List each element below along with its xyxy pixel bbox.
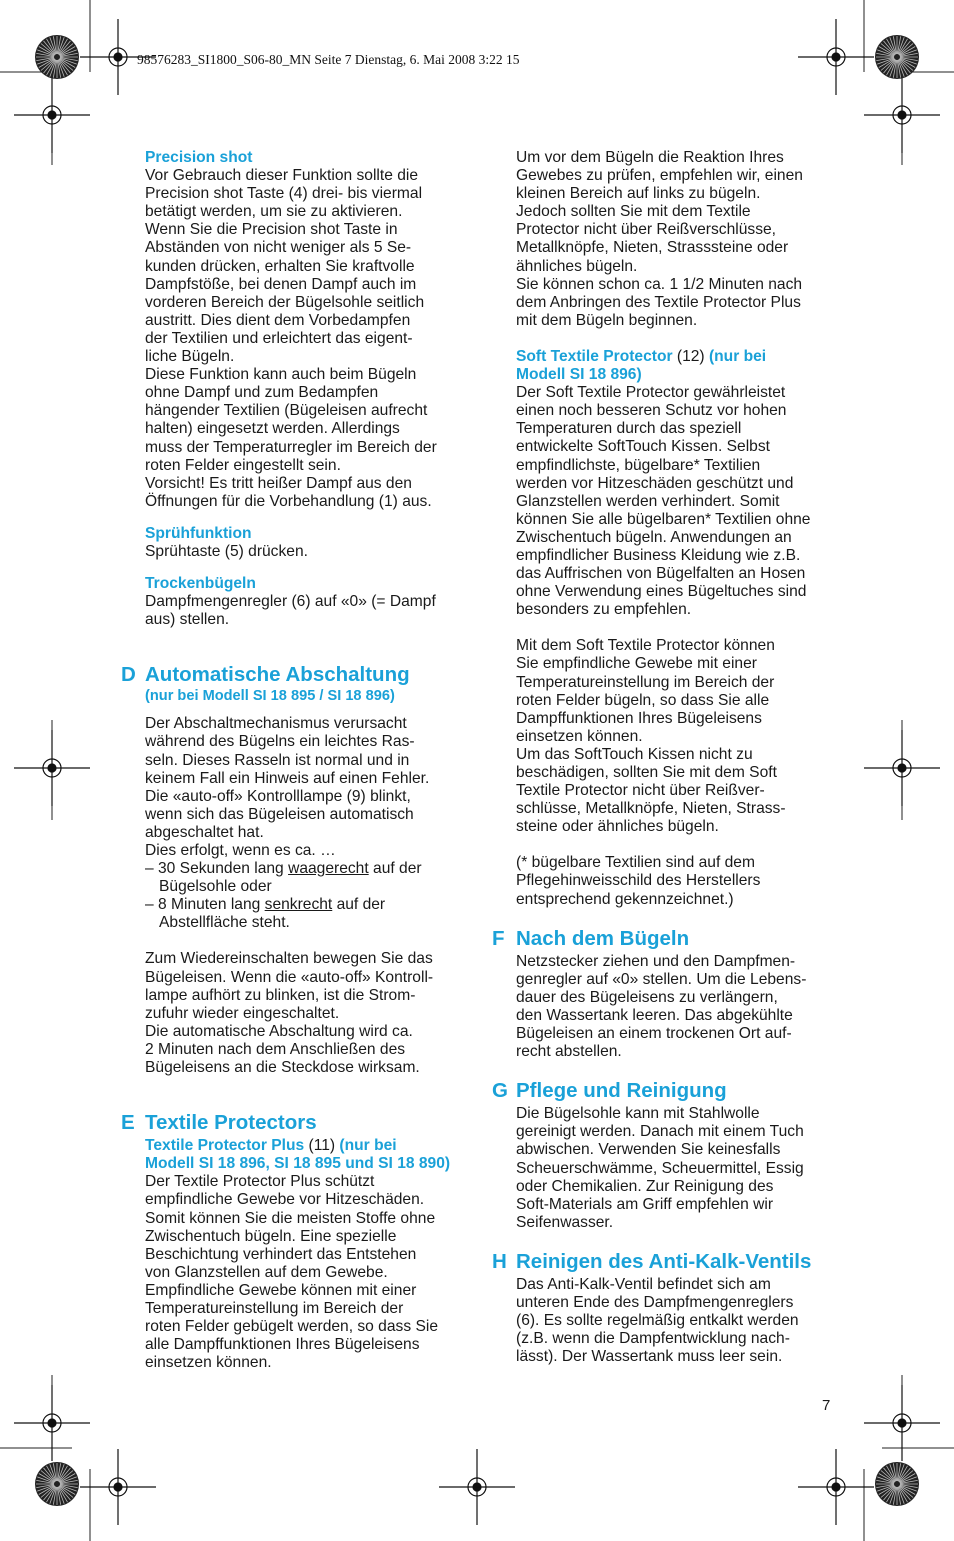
color-wheel-spoke bbox=[60, 1477, 77, 1483]
color-wheel-spoke bbox=[37, 58, 54, 64]
color-wheel-spoke bbox=[47, 1487, 56, 1503]
color-wheel-spoke bbox=[60, 53, 78, 56]
soft-p1: Der Soft Textile Protector gewährleistet einen noch besseren Schutz vor hohen Temperaturen durch das speziell entwickelte SoftTouch Kissen. Selbst empfindlichste, bügelbare* Textilien werden vor Hitzeschäden geschützt und Glanzstellen werden verhindert. Somit können Sie alle bügelbaren* Textilien ohne Zwischentuch bügeln. Anwendungen an empfindlicher Business Kleidung wie z.B. das Auffrischen von Bügelfalten an Hosen ohne Verwendung eines Bügeltuches sind besonders zu empfehlen. bbox=[516, 384, 811, 619]
color-wheel-spoke bbox=[50, 1464, 56, 1481]
color-wheel-spoke bbox=[900, 1486, 916, 1495]
color-wheel-spoke bbox=[887, 1487, 896, 1503]
registration-mark bbox=[109, 1478, 127, 1496]
registration-mark-dot bbox=[48, 764, 56, 772]
color-wheel-spoke bbox=[900, 1480, 918, 1483]
color-wheel-spoke bbox=[879, 1474, 895, 1483]
color-wheel-spoke bbox=[59, 1486, 71, 1500]
color-wheel-spoke bbox=[884, 59, 896, 73]
registration-mark-dot bbox=[114, 1483, 122, 1491]
dry-ironing-heading: Trockenbügeln bbox=[145, 575, 256, 593]
color-wheel-spoke bbox=[60, 1486, 76, 1495]
color-wheel-spoke bbox=[58, 1487, 64, 1504]
registration-mark-dot bbox=[898, 764, 906, 772]
color-wheel-spoke bbox=[900, 1474, 916, 1483]
color-wheel-spoke bbox=[877, 1485, 894, 1491]
section-d-item1: – 30 Sekunden lang waagerecht auf der Bügelsohle oder bbox=[145, 860, 422, 896]
section-f-letter: F bbox=[492, 926, 505, 950]
color-wheel-spoke bbox=[879, 47, 895, 56]
registration-mark-dot bbox=[832, 1483, 840, 1491]
color-wheel-spoke bbox=[50, 1487, 56, 1504]
color-wheel-spoke bbox=[881, 59, 895, 71]
registration-mark bbox=[827, 1478, 845, 1496]
section-h-title: Reinigen des Anti-Kalk-Ventils bbox=[516, 1249, 812, 1273]
color-wheel-spoke bbox=[59, 1486, 73, 1498]
registration-mark-dot bbox=[832, 53, 840, 61]
color-wheel-spoke bbox=[58, 1464, 64, 1481]
color-wheel-spoke bbox=[60, 59, 76, 68]
registration-mark bbox=[43, 106, 61, 124]
color-wheel-spoke bbox=[898, 1463, 901, 1481]
registration-mark-dot bbox=[48, 111, 56, 119]
color-wheel-spoke bbox=[59, 41, 71, 55]
right-column bbox=[492, 149, 836, 1366]
color-wheel-spoke bbox=[44, 59, 56, 73]
color-wheel-spoke bbox=[884, 1468, 896, 1482]
color-wheel-spoke bbox=[59, 1466, 68, 1482]
color-wheel-spoke bbox=[37, 1485, 54, 1491]
registration-mark-dot bbox=[473, 1483, 481, 1491]
color-wheel-spoke bbox=[36, 58, 54, 61]
spray-text: Sprühtaste (5) drücken. bbox=[145, 542, 308, 560]
right-p2: Sie können schon ca. 1 1/2 Minuten nach dem Anbringen des Textile Protector Plus mit dem Bügeln beginnen. bbox=[516, 275, 803, 329]
section-f-text: Netzstecker ziehen und den Dampfmen- genregler auf «0» stellen. Um die Lebens- dauer des Bügeleisens zu verlängern, den Wassertank leeren. Das abgekühlte Bügeleisen an einem trockenen Ort auf- recht abstellen. bbox=[516, 952, 807, 1061]
color-wheel-spoke bbox=[41, 1486, 55, 1498]
color-wheel-spoke bbox=[59, 59, 73, 71]
color-wheel-spoke bbox=[53, 1487, 56, 1505]
color-wheel-spoke bbox=[53, 60, 56, 78]
color-wheel-spoke bbox=[60, 58, 78, 61]
registration-mark bbox=[893, 1414, 911, 1432]
color-wheel-spoke bbox=[899, 41, 911, 55]
color-wheel-spoke bbox=[59, 1487, 68, 1503]
section-h-letter: H bbox=[492, 1249, 507, 1273]
color-wheel-spoke bbox=[900, 58, 917, 64]
color-wheel-spoke bbox=[899, 1486, 911, 1500]
color-wheel-spoke bbox=[898, 60, 901, 78]
color-wheel-spoke bbox=[899, 1468, 911, 1482]
color-wheel-spoke bbox=[879, 1486, 895, 1495]
section-g-letter: G bbox=[492, 1079, 508, 1103]
color-wheel-spoke bbox=[39, 47, 55, 56]
color-wheel-spoke bbox=[60, 1480, 78, 1483]
section-g-heading bbox=[492, 1079, 836, 1103]
textile-protector-plus-note: Modell SI 18 896, SI 18 895 und SI 18 890) bbox=[145, 1155, 451, 1173]
registration-mark bbox=[893, 106, 911, 124]
left-column bbox=[121, 149, 465, 1372]
color-wheel-spoke bbox=[60, 1474, 76, 1483]
color-wheel-spoke bbox=[900, 47, 916, 56]
color-wheel-spoke bbox=[898, 37, 904, 54]
registration-mark-dot bbox=[48, 1419, 56, 1427]
registration-mark bbox=[43, 759, 61, 777]
color-wheel-spoke bbox=[59, 1468, 71, 1482]
color-wheel-spoke bbox=[877, 58, 894, 64]
color-wheel-spoke bbox=[877, 1477, 894, 1483]
color-wheel-spoke bbox=[884, 1486, 896, 1500]
color-wheel-spoke bbox=[36, 53, 54, 56]
section-e-letter: E bbox=[121, 1111, 135, 1135]
color-wheel-spoke bbox=[881, 1486, 895, 1498]
color-wheel-spoke bbox=[36, 1480, 54, 1483]
print-header: 98576283_SI1800_S06-80_MN Seite 7 Dienstag, 6. Mai 2008 3:22 15 bbox=[137, 52, 520, 67]
section-d-item2: – 8 Minuten lang senkrecht auf der Abstellfläche steht. bbox=[145, 896, 386, 932]
color-wheel-spoke bbox=[876, 1480, 894, 1483]
right-p1: Um vor dem Bügeln die Reaktion Ihres Gewebes zu prüfen, empfehlen wir, einen kleinen Bereich auf links zu bügeln. Jedoch sollten Sie mit dem Textile Protector nicht über Reißverschlüsse, Metallknöpfe, Nieten, Strasssteine oder ähnliches bügeln. bbox=[516, 149, 803, 275]
color-wheel-spoke bbox=[60, 1485, 77, 1491]
color-wheel-spoke bbox=[887, 1466, 896, 1482]
color-wheel-mark bbox=[875, 1462, 919, 1506]
section-h-text: Das Anti-Kalk-Ventil befindet sich am unteren Ende des Dampfmengenreglers (6). Es sollte regelmäßig entkalkt werden (z.B. wenn die Dampfentwicklung nach- lässt). Der Wassertank muss leer sein. bbox=[516, 1275, 799, 1366]
section-d-p3: Zum Wiedereinschalten bewegen Sie das Bügeleisen. Wenn die «auto-off» Kontroll- lampe aufhört zu blinken, ist die Strom- zufuhr wieder eingeschaltet. bbox=[145, 950, 434, 1022]
color-wheel-spoke bbox=[58, 60, 61, 78]
section-f-title: Nach dem Bügeln bbox=[516, 926, 690, 950]
color-wheel-spoke bbox=[884, 41, 896, 55]
color-wheel-spoke bbox=[900, 53, 918, 56]
section-d-heading bbox=[121, 663, 465, 687]
color-wheel-spoke bbox=[44, 1486, 56, 1500]
precision-shot-p3: Vorsicht! Es tritt heißer Dampf aus den Öffnungen für die Vorbehandlung (1) aus. bbox=[145, 474, 432, 510]
color-wheel-spoke bbox=[900, 58, 918, 61]
color-wheel-spoke bbox=[876, 1485, 894, 1488]
color-wheel-spoke bbox=[899, 1466, 908, 1482]
color-wheel-spoke bbox=[899, 1487, 908, 1503]
color-wheel-spoke bbox=[898, 1487, 901, 1505]
section-e-heading bbox=[121, 1111, 465, 1135]
color-wheel-spoke bbox=[893, 60, 896, 78]
registration-mark-dot bbox=[114, 53, 122, 61]
color-wheel-spoke bbox=[39, 1486, 55, 1495]
registration-mark bbox=[468, 1478, 486, 1496]
color-wheel-spoke bbox=[877, 50, 894, 56]
color-wheel-spoke bbox=[890, 37, 896, 54]
color-wheel-spoke bbox=[899, 44, 913, 56]
color-wheel-spoke bbox=[881, 1471, 895, 1483]
textile-protector-plus-p1: Der Textile Protector Plus schützt empfindliche Gewebe vor Hitzeschäden. Somit können Sie die meisten Stoffe ohne Zwischentuch bügeln. Eine spezielle Beschichtung verhindert das Entstehen von Glanzstellen auf dem Gewebe. Empfindliche Gewebe können mit einer Temperatureinstellung im Bereich der roten Felder gebügelt werden, so dass Sie alle Dampffunktionen Ihres Bügeleisens einsetzen können. bbox=[145, 1173, 438, 1372]
color-wheel-spoke bbox=[58, 60, 64, 77]
color-wheel-spoke bbox=[41, 59, 55, 71]
color-wheel-spoke bbox=[47, 1466, 56, 1482]
color-wheel-spoke bbox=[50, 60, 56, 77]
color-wheel-spoke bbox=[44, 1468, 56, 1482]
section-d-p2: Dies erfolgt, wenn es ca. … bbox=[145, 842, 336, 859]
color-wheel-spoke bbox=[59, 59, 71, 73]
color-wheel-spoke bbox=[59, 44, 73, 56]
color-wheel-spoke bbox=[44, 41, 56, 55]
color-wheel-spoke bbox=[900, 50, 917, 56]
color-wheel-spoke bbox=[36, 1485, 54, 1488]
color-wheel-spoke bbox=[47, 39, 56, 55]
color-wheel-spoke bbox=[900, 59, 916, 68]
soft-textile-protector-note: Modell SI 18 896) bbox=[516, 366, 642, 384]
registration-mark bbox=[827, 48, 845, 66]
dry-ironing-text: Dampfmengenregler (6) auf «0» (= Dampf aus) stellen. bbox=[145, 593, 436, 629]
color-wheel-spoke bbox=[898, 1464, 904, 1481]
color-wheel-mark bbox=[35, 35, 79, 79]
soft-p2: Mit dem Soft Textile Protector können Sie empfindliche Gewebe mit einer Temperatureinstellung im Bereich der roten Felder bügeln, so dass Sie alle Dampffunktionen Ihres Bügeleisens einsetzen können. bbox=[516, 637, 775, 745]
section-g-title: Pflege und Reinigung bbox=[516, 1079, 727, 1103]
color-wheel-spoke bbox=[37, 1477, 54, 1483]
color-wheel-spoke bbox=[898, 60, 904, 77]
section-g-text: Die Bügelsohle kann mit Stahlwolle gereinigt werden. Danach mit einem Tuch abwischen. Verwenden Sie keinesfalls Scheuerschwämme, Scheuermittel, Essig oder Chemikalien. Zur Reinigung des Soft-Materials am Griff empfehlen wir Seifenwasser. bbox=[516, 1105, 804, 1231]
color-wheel-spoke bbox=[899, 60, 908, 76]
color-wheel-spoke bbox=[890, 1464, 896, 1481]
color-wheel-spoke bbox=[60, 58, 77, 64]
color-wheel-spoke bbox=[900, 1485, 918, 1488]
color-wheel-spoke bbox=[59, 1471, 73, 1483]
color-wheel-spoke bbox=[59, 60, 68, 76]
color-wheel-spoke bbox=[881, 44, 895, 56]
section-d-title: Automatische Abschaltung bbox=[145, 663, 410, 687]
color-wheel-spoke bbox=[898, 36, 901, 54]
page-number: 7 bbox=[822, 1397, 831, 1414]
color-wheel-spoke bbox=[60, 47, 76, 56]
section-f-heading bbox=[492, 926, 836, 951]
color-wheel-spoke bbox=[899, 1471, 913, 1483]
soft-p3: Um das SoftTouch Kissen nicht zu beschädigen, sollten Sie mit dem Soft Textile Protector nicht über Reißver- schlüsse, Metallknöpfe, Nieten, Strass- steine oder ähnliches bügeln. bbox=[516, 745, 786, 836]
registration-mark-dot bbox=[898, 1419, 906, 1427]
color-wheel-spoke bbox=[876, 58, 894, 61]
color-wheel-mark bbox=[875, 35, 919, 79]
color-wheel-spoke bbox=[879, 59, 895, 68]
registration-mark-dot bbox=[898, 111, 906, 119]
color-wheel-mark bbox=[35, 1462, 79, 1506]
color-wheel-spoke bbox=[899, 59, 911, 73]
color-wheel-spoke bbox=[60, 1485, 78, 1488]
textile-protector-plus-heading: Textile Protector Plus (11) (nur bei bbox=[145, 1137, 397, 1155]
color-wheel-spoke bbox=[890, 1487, 896, 1504]
color-wheel-spoke bbox=[50, 37, 56, 54]
color-wheel-spoke bbox=[37, 50, 54, 56]
color-wheel-spoke bbox=[900, 1477, 917, 1483]
precision-shot-p1: Vor Gebrauch dieser Funktion sollte die Precision shot Taste (4) drei- bis viermal betätigt werden, um sie zu aktivieren. Wenn Sie die Precision shot Taste in Abständen von nicht weniger als 5 Se- kunden drücken, erhalten Sie kraftvolle Dampfstöße, bei denen Dampf auch im vorderen Bereich der Bügelsohle seitlich austritt. Dies dient dem Vorbedampfen der Textilien und erleichtert das eigent- liche Bügeln. bbox=[145, 167, 425, 366]
color-wheel-spoke bbox=[899, 1486, 913, 1498]
color-wheel-spoke bbox=[893, 1487, 896, 1505]
color-wheel-spoke bbox=[58, 36, 61, 54]
color-wheel-spoke bbox=[41, 44, 55, 56]
section-d-p1: Der Abschaltmechanismus verursacht während des Bügelns ein leichtes Ras- seln. Dieses Rasseln ist normal und in keinem Fall ein Hinweis auf einen Fehler. Die «auto-off» Kontrolllampe (9) blinkt, wenn sich das Bügeleisen automatisch abgeschaltet hat. bbox=[145, 715, 430, 841]
precision-shot-heading: Precision shot bbox=[145, 149, 253, 166]
color-wheel-spoke bbox=[41, 1471, 55, 1483]
section-d-p4: Die automatische Abschaltung wird ca. 2 Minuten nach dem Anschließen des Bügeleisens an die Steckdose wirksam. bbox=[145, 1022, 420, 1077]
color-wheel-spoke bbox=[39, 1474, 55, 1483]
color-wheel-spoke bbox=[887, 60, 896, 76]
section-d-note: (nur bei Modell SI 18 895 / SI 18 896) bbox=[145, 688, 395, 705]
color-wheel-spoke bbox=[58, 1487, 61, 1505]
color-wheel-spoke bbox=[59, 39, 68, 55]
color-wheel-spoke bbox=[58, 37, 64, 54]
precision-shot-p2: Diese Funktion kann auch beim Bügeln ohne Dampf und zum Bedampfen hängender Textilien (Bügeleisen aufrecht halten) eingesetzt werden. Allerdings muss der Temperaturregler im Bereich der roten Felder eingestellt sein. bbox=[145, 366, 437, 474]
spray-heading: Sprühfunktion bbox=[145, 524, 252, 542]
registration-mark bbox=[109, 48, 127, 66]
color-wheel-spoke bbox=[900, 1485, 917, 1491]
color-wheel-spoke bbox=[899, 39, 908, 55]
color-wheel-spoke bbox=[60, 50, 77, 56]
color-wheel-spoke bbox=[39, 59, 55, 68]
color-wheel-spoke bbox=[58, 1463, 61, 1481]
registration-mark bbox=[893, 759, 911, 777]
color-wheel-spoke bbox=[890, 60, 896, 77]
color-wheel-spoke bbox=[53, 36, 56, 54]
color-wheel-spoke bbox=[53, 1463, 56, 1481]
soft-p4: (* bügelbare Textilien sind auf dem Pflegehinweisschild des Herstellers entsprechend gekennzeichnet.) bbox=[516, 854, 761, 908]
section-d-letter: D bbox=[121, 663, 136, 687]
color-wheel-spoke bbox=[876, 53, 894, 56]
section-h-heading bbox=[492, 1249, 836, 1274]
registration-mark bbox=[43, 1414, 61, 1432]
color-wheel-spoke bbox=[47, 60, 56, 76]
section-e-title: Textile Protectors bbox=[145, 1111, 317, 1135]
color-wheel-spoke bbox=[893, 1463, 896, 1481]
color-wheel-spoke bbox=[899, 59, 913, 71]
color-wheel-spoke bbox=[898, 1487, 904, 1504]
soft-textile-protector-heading: Soft Textile Protector (12) (nur bei bbox=[516, 347, 767, 365]
color-wheel-spoke bbox=[887, 39, 896, 55]
color-wheel-spoke bbox=[893, 36, 896, 54]
